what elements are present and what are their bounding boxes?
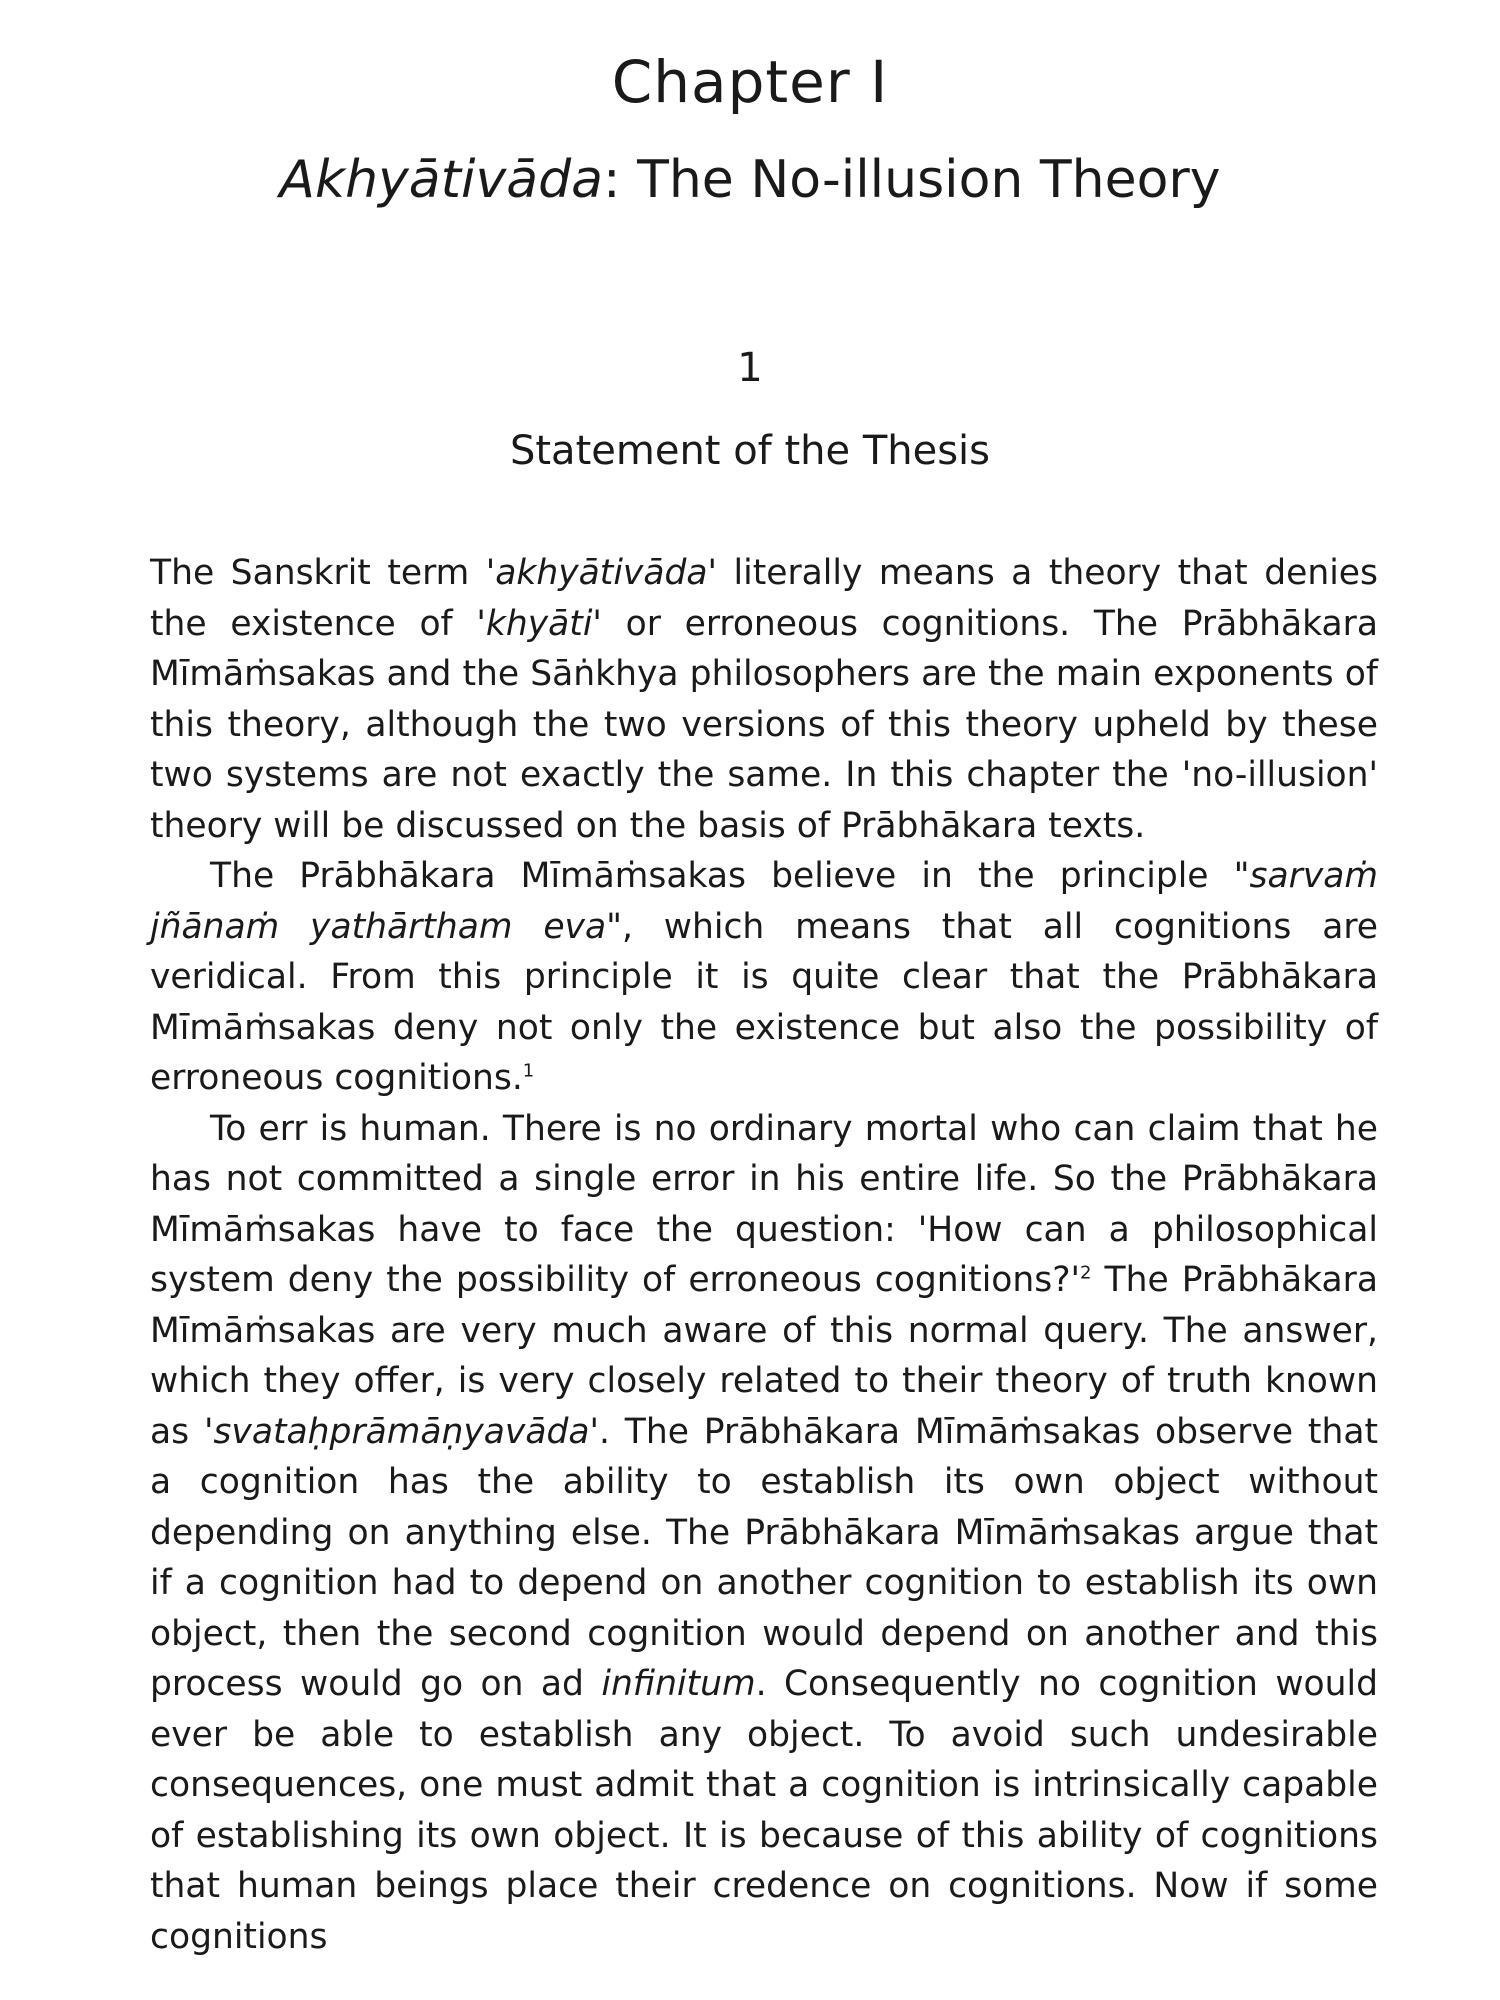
footnote-ref-1: 1	[522, 1060, 535, 1082]
paragraph-3	[150, 1104, 1378, 1963]
body-text	[150, 548, 1378, 1962]
paragraph-2	[150, 851, 1378, 1104]
paragraph-1-term: 'khyāti'	[476, 603, 602, 644]
paragraph-3-text: The Prābhākara Mīmāṁsakas are very much aware of this normal query. The answer, which they offer, is very closely related to their theory of truth known as	[150, 1260, 1378, 1452]
paragraph-3-term: 'svataḥprāmāṇyavāda'	[203, 1411, 599, 1452]
paragraph-2-quote: "sarvaṁ jñānaṁ yathārtham eva"	[150, 856, 1378, 947]
paragraph-1-text: or erroneous cognitions. The Prābhākara Mīmāṁsakas and the Sāṅkhya philosophers are the main exponents of this theory, although the two versions of this theory upheld by these two systems are not exactly the same. In this chapter the 'no-illusion' theory will be discussed on the basis of Prābhākara texts.	[150, 603, 1378, 846]
section-title: Statement of the Thesis	[509, 428, 991, 474]
paragraph-3-text: To err is human. There is no ordinary mortal who can claim that he has not committed a single error in his entire life. So the Prābhākara Mīmāṁsakas have to face the question: 'How can a philosophical system deny the possibility of erroneous cognitions?'	[150, 1108, 1378, 1300]
paragraph-3-text: . The Prābhākara Mīmāṁsakas observe that a cognition has the ability to establish its own object without depending on anything else. The Prābhākara Mīmāṁsakas argue that if a cognition had to depend on another cognition to establish its own object, then the second cognition would depend on another and this process would go on ad	[150, 1411, 1378, 1704]
paragraph-1	[150, 548, 1378, 851]
paragraph-2-text: , which means that all cognitions are veridical. From this principle it is quite clear that the Prābhākara Mīmāṁsakas deny not only the existence but also the possibility of erroneous cognitions.	[150, 906, 1379, 1098]
paragraph-1-term: 'akhyātivāda'	[485, 553, 718, 593]
chapter-title-italic: Akhyātivāda	[279, 150, 604, 210]
paragraph-1-text: literally means a theory that denies the existence of	[150, 553, 1378, 644]
chapter-title-rest: : The No-illusion Theory	[603, 150, 1221, 210]
paragraph-1-text: The Sanskrit term	[150, 553, 486, 593]
paragraph-3-latin: infinitum	[601, 1664, 756, 1704]
paragraph-2-text: The Prābhākara Mīmāṁsakas believe in the principle	[210, 856, 1234, 896]
chapter-label: Chapter I	[611, 48, 889, 116]
footnote-ref-2: 2	[1080, 1262, 1092, 1284]
paragraph-3-text: . Consequently no cognition would ever be able to establish any object. To avoid such undesirable consequences, one must admit that a cognition is intrinsically capable of establishing its own object. It is because of this ability of cognitions that human beings place their credence on cognitions. Now if some cognitions	[150, 1664, 1378, 1957]
chapter-title	[0, 150, 1500, 210]
section-number: 1	[737, 345, 763, 391]
